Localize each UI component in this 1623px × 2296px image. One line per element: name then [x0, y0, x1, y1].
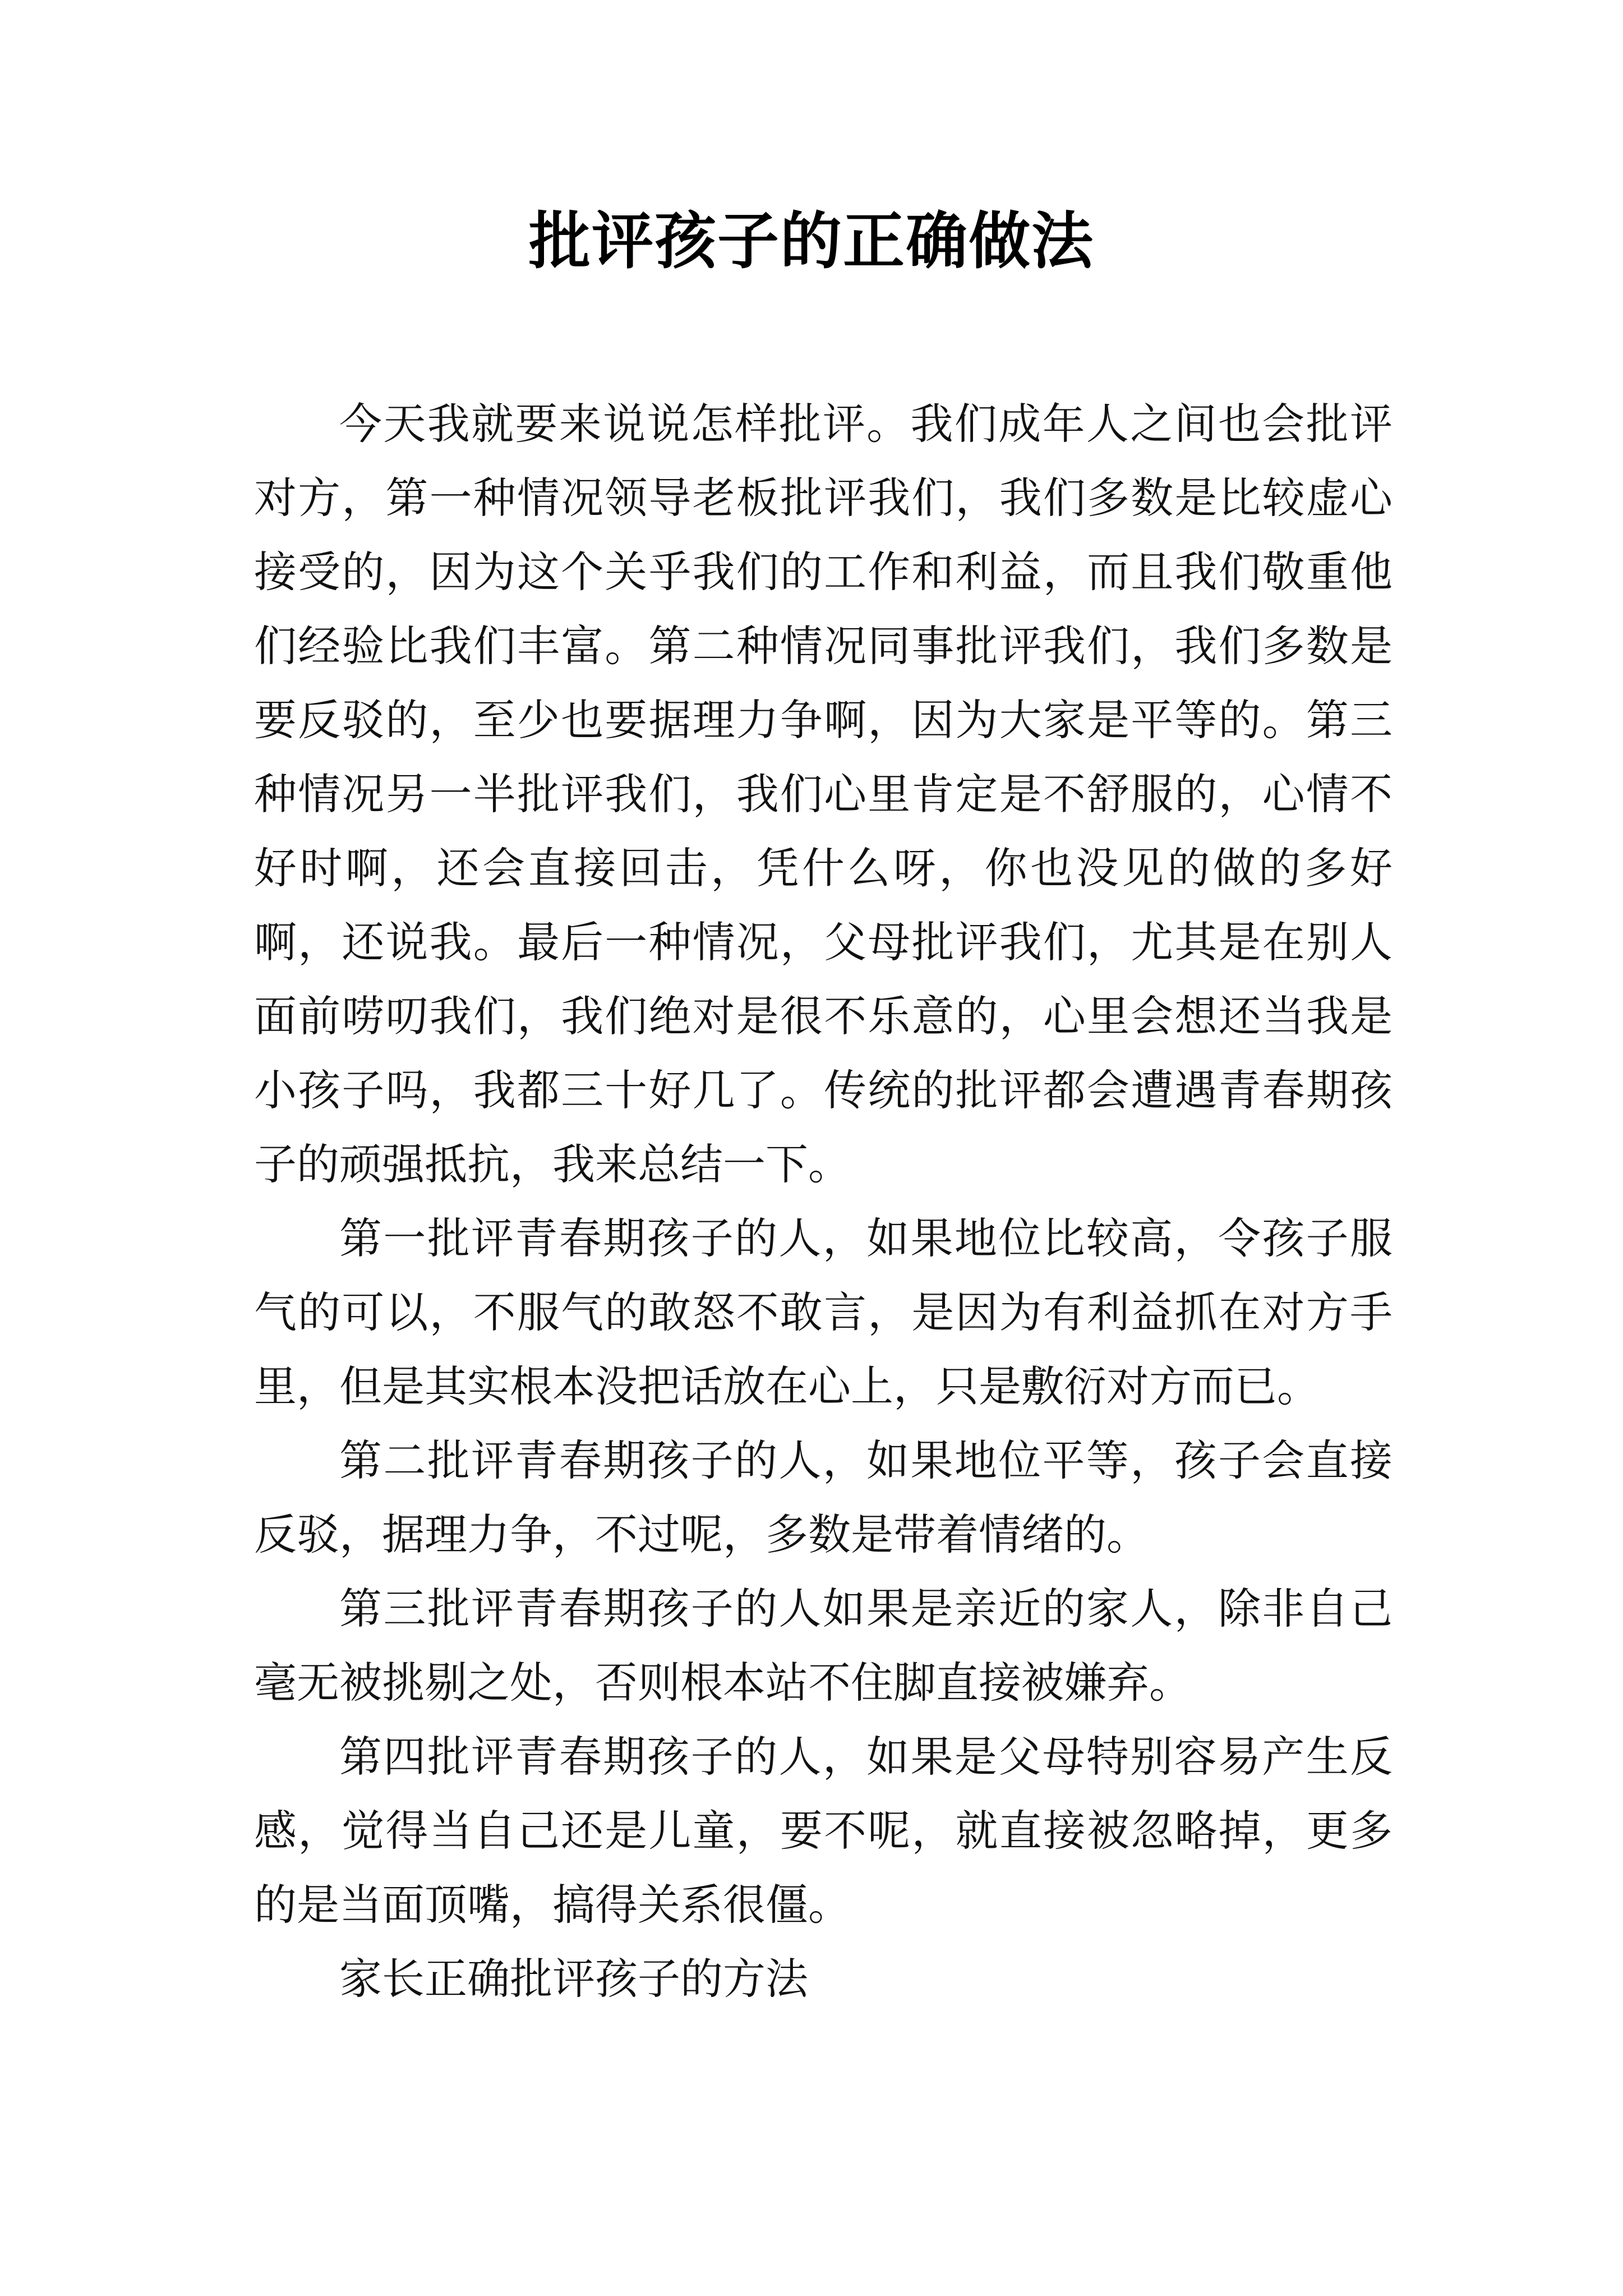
paragraph: 第三批评青春期孩子的人如果是亲近的家人，除非自己毫无被挑剔之处，否则根本站不住脚直接被嫌弃。	[254, 1584, 1393, 1708]
document-title: 批评孩子的正确做法	[529, 205, 1094, 277]
paragraph: 今天我就要来说说怎样批评。我们成年人之间也会批评对方，第一种情况领导老板批评我们，我们多数是比较虚心接受的，因为这个关乎我们的工作和利益，而且我们敬重他们经验比我们丰富。第二种情况同事批评我们，我们多数是要反驳的，至少也要据理力争啊，因为大家是平等的。第三种情况另一半批评我们，我们心里肯定是不舒服的，心情不好时啊，还会直接回击，凭什么呀，你也没见的做的多好啊，还说我。最后一种情况，父母批评我们，尤其是在别人面前唠叨我们，我们绝对是很不乐意的，心里会想还当我是小孩子吗，我都三十好几了。传统的批评都会遭遇青春期孩子的顽强抵抗，我来总结一下。	[254, 399, 1393, 1189]
section-heading: 家长正确批评孩子的方法	[339, 1954, 808, 2004]
document-body	[254, 387, 1393, 2016]
paragraph: 第二批评青春期孩子的人，如果地位平等，孩子会直接反驳，据理力争，不过呢，多数是带着情绪的。	[254, 1435, 1393, 1559]
paragraph: 第一批评青春期孩子的人，如果地位比较高，令孩子服气的可以，不服气的敢怒不敢言，是因为有利益抓在对方手里，但是其实根本没把话放在心上，只是敷衍对方而已。	[254, 1213, 1393, 1411]
paragraph: 第四批评青春期孩子的人，如果是父母特别容易产生反感，觉得当自己还是儿童，要不呢，就直接被忽略掉，更多的是当面顶嘴，搞得关系很僵。	[254, 1732, 1393, 1930]
